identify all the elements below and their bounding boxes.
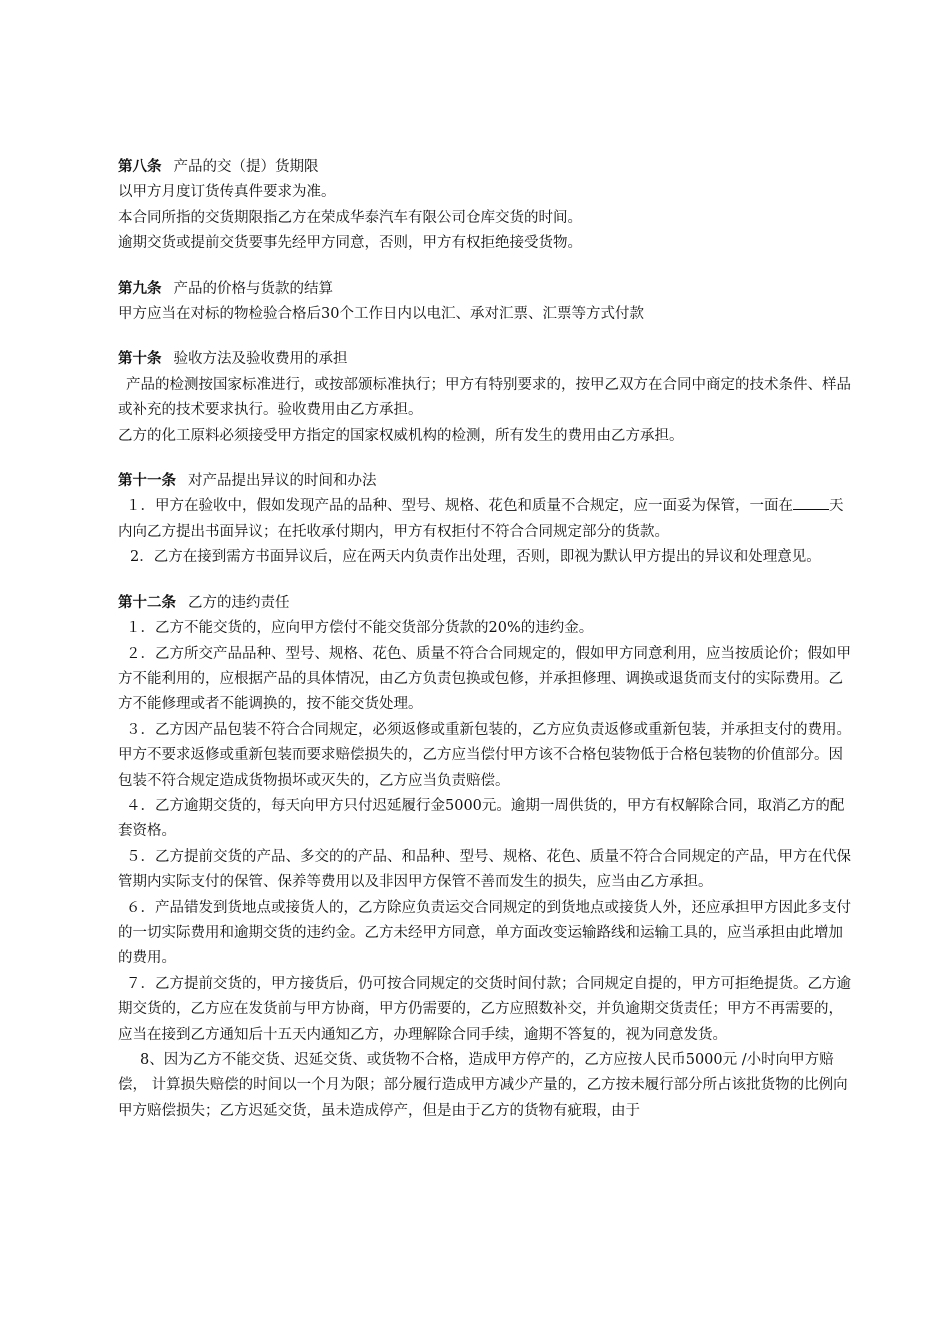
paragraph: 甲方应当在对标的物检验合格后30个工作日内以电汇、承对汇票、汇票等方式付款 (118, 306, 644, 323)
paragraph: 乙方的化工原料必须接受甲方指定的国家权威机构的检测，所有发生的费用由乙方承担。 (118, 427, 684, 444)
paragraph: 本合同所指的交货期限指乙方在荣成华泰汽车有限公司仓库交货的时间。 (118, 209, 582, 226)
article-10-heading (118, 346, 852, 372)
clause-2: 2．乙方在接到需方书面异议后，应在两天内负责作出处理，否则，即视为默认甲方提出的异议和处理意见。 (130, 549, 821, 566)
paragraph: 产品的检测按国家标准进行，或按部颁标准执行；甲方有特别要求的，按甲乙双方在合同中商定的技术条件、样品或补充的技术要求执行。验收费用由乙方承担。 (118, 376, 851, 419)
article-number: 第九条 (118, 279, 162, 297)
paragraph: 逾期交货或提前交货要事先经甲方同意，否则，甲方有权拒绝接受货物。 (118, 235, 582, 252)
article-12 (118, 590, 852, 1125)
article-8-heading (118, 154, 852, 180)
clause-text: 天内向乙方提出书面异议；在托收承付期内，甲方有权拒付不符合合同规定部分的货款。 (118, 498, 844, 540)
clause-6: ６．产品错发到货地点或接货人的，乙方除应负责运交合同规定的到货地点或接货人外，还应承担甲方因此多支付的一切实际费用和逾期交货的违约金。乙方未经甲方同意，单方面改变运输路线和运输工具的，应当承担由此增加的费用。 (118, 899, 851, 967)
article-9 (118, 276, 852, 328)
article-title: 产品的交（提）货期限 (173, 159, 319, 175)
article-title: 验收方法及验收费用的承担 (173, 351, 348, 368)
clause-3: ３．乙方因产品包装不符合合同规定，必须返修或重新包装的，乙方应负责返修或重新包装，并承担支付的费用。甲方不要求返修或重新包装而要求赔偿损失的，乙方应当偿付甲方该不合格包装物低于合格包装物的价值部分。因包装不符合规定造成货物损坏或灭失的，乙方应当负责赔偿。 (118, 721, 851, 789)
article-11 (118, 468, 852, 571)
article-10 (118, 346, 852, 449)
article-number: 第十二条 (118, 593, 176, 611)
document-body (118, 154, 852, 1143)
clause-8: 8、因为乙方不能交货、迟延交货、或货物不合格，造成甲方停产的，乙方应按人民币5000元 /小时向甲方赔偿， 计算损失赔偿的时间以一个月为限；部分履行造成甲方减少产量的，乙方按未履行部分所占该批货物的比例向甲方赔偿损失；乙方迟延交货，虽未造成停产，但是由于乙方的货物有疵瑕，由于 (118, 1052, 848, 1119)
clause-4: ４．乙方逾期交货的，每天向甲方只付迟延履行金5000元。逾期一周供货的，甲方有权解除合同，取消乙方的配套资格。 (118, 797, 845, 840)
article-12-heading (118, 590, 852, 616)
clause-1: １．乙方不能交货的，应向甲方偿付不能交货部分货款的20%的违约金。 (126, 620, 594, 637)
clause-2: ２．乙方所交产品品种、型号、规格、花色、质量不符合合同规定的，假如甲方同意利用，应当按质论价；假如甲方不能利用的，应根据产品的具体情况，由乙方负责包换或包修，并承担修理、调换或退货而支付的实际费用。乙方不能修理或者不能调换的，按不能交货处理。 (118, 645, 851, 713)
article-number: 第十条 (118, 350, 162, 368)
clause-5: ５．乙方提前交货的产品、多交的的产品、和品种、型号、规格、花色、质量不符合合同规定的产品，甲方在代保管期内实际支付的保管、保养等费用以及非因甲方保管不善而发生的损失，应当由乙方承担。 (118, 848, 851, 891)
clause-7: ７．乙方提前交货的，甲方接货后，仍可按合同规定的交货时间付款；合同规定自提的，甲方可拒绝提货。乙方逾期交货的，乙方应在发货前与甲方协商，甲方仍需要的，乙方应照数补交，并负逾期交货责任；甲方不再需要的，应当在接到乙方通知后十五天内通知乙方，办理解除合同手续，逾期不答复的，视为同意发货。 (118, 975, 851, 1043)
article-title: 产品的价格与货款的结算 (173, 280, 333, 297)
clause-1 (118, 494, 852, 545)
article-number: 第十一条 (118, 472, 176, 490)
article-title: 乙方的违约责任 (188, 594, 290, 611)
article-title: 对产品提出异议的时间和办法 (188, 473, 377, 490)
article-11-heading (118, 468, 852, 494)
clause-text: １．甲方在验收中，假如发现产品的品种、型号、规格、花色和质量不合规定，应一面妥为保管，一面在 (126, 498, 793, 515)
paragraph: 以甲方月度订货传真件要求为准。 (118, 184, 336, 201)
article-8 (118, 154, 852, 257)
blank-underline (793, 497, 829, 510)
article-number: 第八条 (118, 158, 162, 175)
article-9-heading (118, 276, 852, 302)
